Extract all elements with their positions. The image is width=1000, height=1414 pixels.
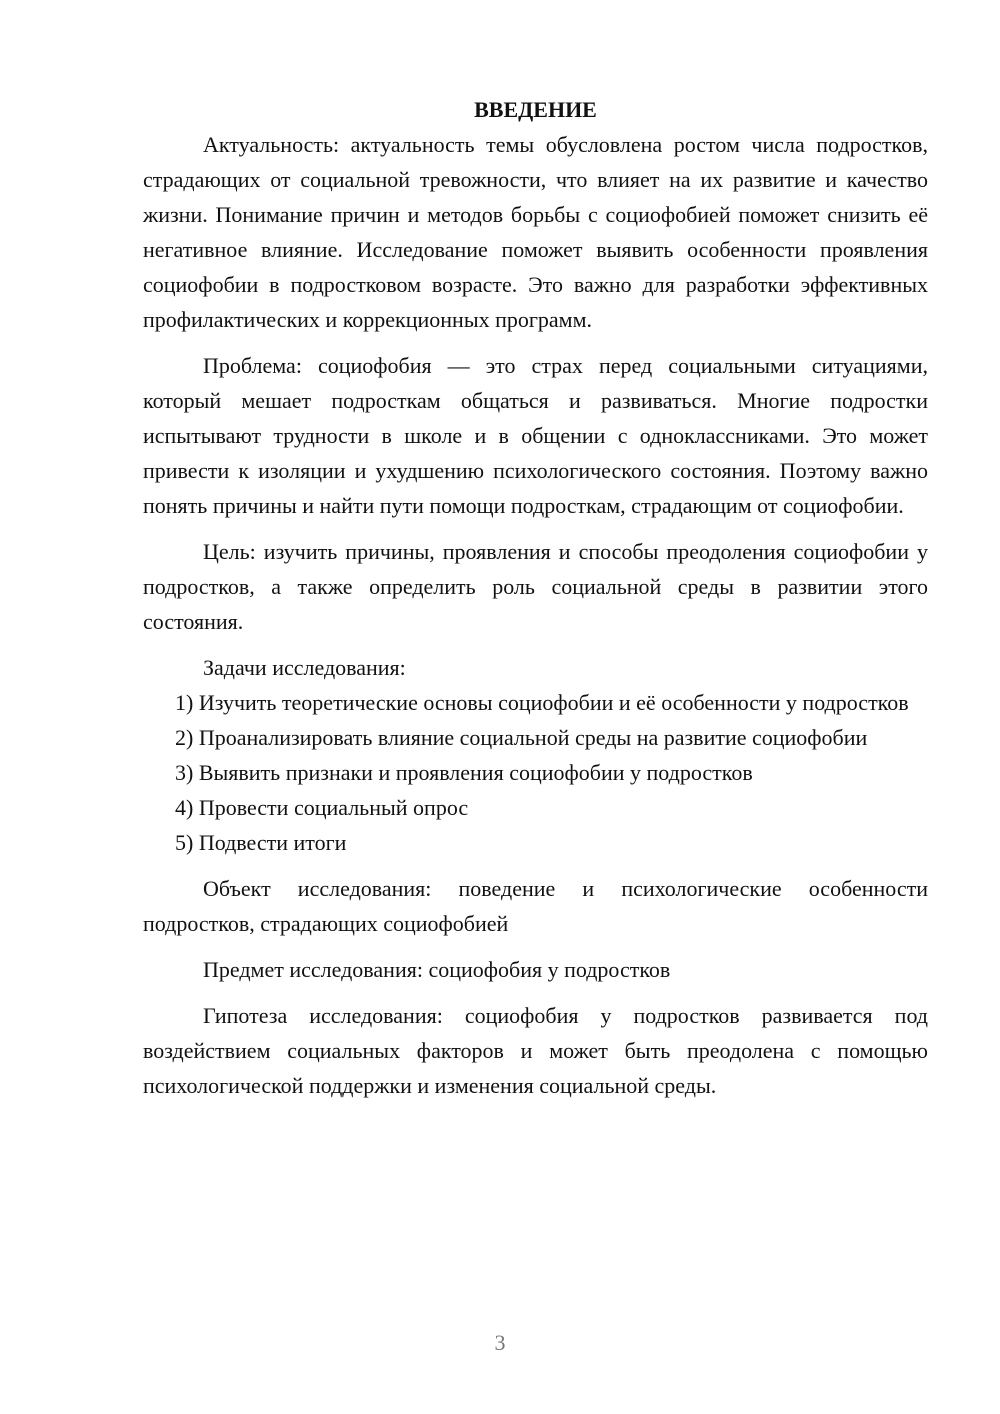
paragraph-object: Объект исследования: поведение и психологические особенности подростков, страдающих социофобией [143, 876, 928, 936]
tasks-title: Задачи исследования: [203, 655, 406, 680]
paragraph-problem: Проблема: социофобия — это страх перед социальными ситуациями, который мешает подросткам общаться и развиваться. Многие подростки испытывают трудности в школе и в общении с одноклассниками. Это может привести к изоляции и ухудшению психологического состояния. Поэтому важно понять причины и найти пути помощи подросткам, страдающим от социофобии. [143, 353, 928, 518]
page-title: ВВЕДЕНИЕ [474, 97, 597, 122]
task-item-3: 3) Выявить признаки и проявления социофобии у подростков [175, 760, 753, 785]
task-item-1: 1) Изучить теоретические основы социофобии и её особенности у подростков [175, 690, 909, 715]
page-number: 3 [494, 1330, 506, 1355]
paragraph-relevance: Актуальность: актуальность темы обусловлена ростом числа подростков, страдающих от социальной тревожности, что влияет на их развитие и качество жизни. Понимание причин и методов борьбы с социофобией поможет снизить её негативное влияние. Исследование поможет выявить особенности проявления социофобии в подростковом возрасте. Это важно для разработки эффективных профилактических и коррекционных программ. [143, 132, 928, 332]
document-page [143, 92, 928, 1103]
paragraph-subject: Предмет исследования: социофобия у подростков [203, 957, 671, 982]
task-item-5: 5) Подвести итоги [175, 830, 347, 855]
task-item-4: 4) Провести социальный опрос [175, 795, 469, 820]
paragraph-goal: Цель: изучить причины, проявления и способы преодоления социофобии у подростков, а также определить роль социальной среды в развитии этого состояния. [143, 539, 928, 634]
task-item-2: 2) Проанализировать влияние социальной среды на развитие социофобии [175, 725, 868, 750]
paragraph-hypothesis: Гипотеза исследования: социофобия у подростков развивается под воздействием социальных факторов и может быть преодолена с помощью психологической поддержки и изменения социальной среды. [143, 1003, 928, 1098]
